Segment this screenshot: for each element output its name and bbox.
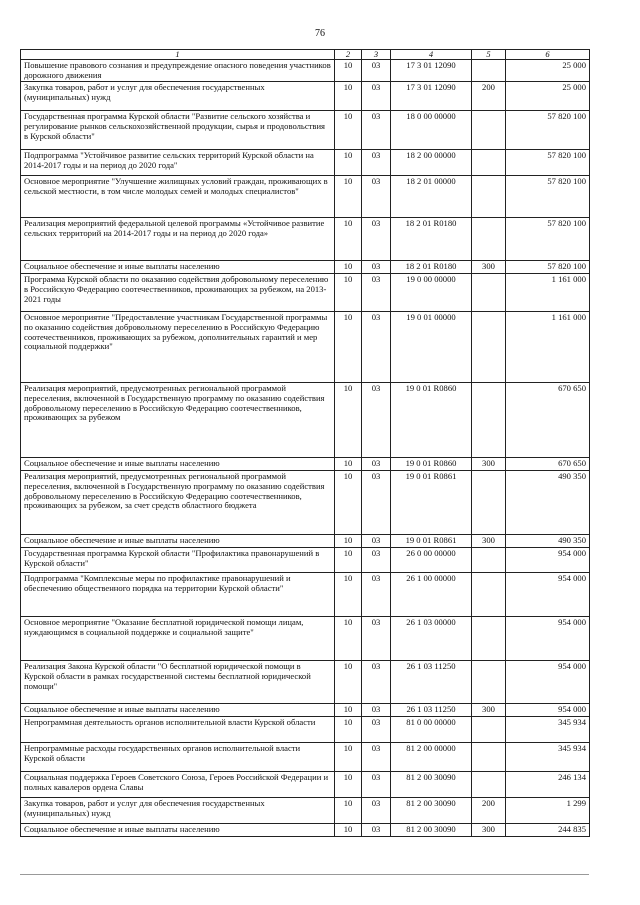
row-section: 10	[335, 798, 362, 824]
table-row	[21, 617, 590, 661]
row-amount: 57 820 100	[506, 218, 590, 261]
table-row	[21, 573, 590, 617]
row-target-article: 81 2 00 00000	[391, 743, 472, 772]
table-row	[21, 82, 590, 111]
row-name: Социальное обеспечение и иные выплаты населению	[21, 458, 335, 471]
table-header-row	[21, 50, 590, 60]
row-expense-type: 300	[472, 704, 506, 717]
row-name: Социальное обеспечение и иные выплаты населению	[21, 535, 335, 548]
row-amount: 57 820 100	[506, 150, 590, 176]
row-expense-type	[472, 573, 506, 617]
row-section: 10	[335, 535, 362, 548]
row-subsection: 03	[362, 717, 391, 743]
row-subsection: 03	[362, 60, 391, 82]
row-target-article: 18 2 00 00000	[391, 150, 472, 176]
row-subsection: 03	[362, 743, 391, 772]
table-row	[21, 261, 590, 274]
row-subsection: 03	[362, 573, 391, 617]
row-subsection: 03	[362, 458, 391, 471]
row-expense-type	[472, 743, 506, 772]
row-amount: 670 650	[506, 383, 590, 458]
row-section: 10	[335, 60, 362, 82]
row-subsection: 03	[362, 176, 391, 218]
row-target-article: 17 3 01 12090	[391, 82, 472, 111]
row-amount: 345 934	[506, 717, 590, 743]
row-expense-type	[472, 312, 506, 383]
budget-table	[20, 49, 590, 837]
row-expense-type	[472, 383, 506, 458]
row-amount: 244 835	[506, 824, 590, 837]
table-row	[21, 704, 590, 717]
table-row	[21, 717, 590, 743]
row-section: 10	[335, 150, 362, 176]
row-target-article: 19 0 01 R0860	[391, 383, 472, 458]
row-subsection: 03	[362, 535, 391, 548]
row-subsection: 03	[362, 383, 391, 458]
row-amount: 57 820 100	[506, 261, 590, 274]
header-col-5: 5	[472, 50, 506, 60]
row-section: 10	[335, 82, 362, 111]
row-name: Основное мероприятие "Улучшение жилищных условий граждан, проживающих в сельской местности, в том числе молодых семей и молодых специалистов"	[21, 176, 335, 218]
table-row	[21, 458, 590, 471]
row-section: 10	[335, 704, 362, 717]
row-amount: 246 134	[506, 772, 590, 798]
row-target-article: 18 2 01 R0180	[391, 218, 472, 261]
table-row	[21, 60, 590, 82]
row-expense-type	[472, 218, 506, 261]
table-row	[21, 274, 590, 312]
row-section: 10	[335, 743, 362, 772]
row-section: 10	[335, 176, 362, 218]
row-target-article: 26 1 00 00000	[391, 573, 472, 617]
row-amount: 954 000	[506, 617, 590, 661]
row-name: Подпрограмма "Комплексные меры по профилактике правонарушений и обеспечению общественного порядка на территории Курской области"	[21, 573, 335, 617]
row-subsection: 03	[362, 617, 391, 661]
row-subsection: 03	[362, 772, 391, 798]
row-section: 10	[335, 661, 362, 704]
row-subsection: 03	[362, 548, 391, 573]
row-name: Непрограммные расходы государственных органов исполнительной власти Курской области	[21, 743, 335, 772]
table-row	[21, 312, 590, 383]
row-expense-type	[472, 176, 506, 218]
row-subsection: 03	[362, 150, 391, 176]
row-expense-type	[472, 617, 506, 661]
row-amount: 954 000	[506, 704, 590, 717]
row-expense-type: 300	[472, 458, 506, 471]
row-name: Подпрограмма "Устойчивое развитие сельских территорий Курской области на 2014-2017 годы и на период до 2020 года"	[21, 150, 335, 176]
row-name: Реализация Закона Курской области "О бесплатной юридической помощи в Курской области в рамках государственной системы бесплатной юридической помощи"	[21, 661, 335, 704]
row-target-article: 81 2 00 30090	[391, 824, 472, 837]
row-section: 10	[335, 772, 362, 798]
row-name: Непрограммная деятельность органов исполнительной власти Курской области	[21, 717, 335, 743]
row-subsection: 03	[362, 661, 391, 704]
row-name: Основное мероприятие "Предоставление участникам Государственной программы по оказанию содействия добровольному переселению в Российскую Федерацию соотечественников, проживающих за рубежом, дополнительных гарантий и мер социальной поддержки"	[21, 312, 335, 383]
table-row	[21, 824, 590, 837]
row-name: Повышение правового сознания и предупреждение опасного поведения участников дорожного движения	[21, 60, 335, 82]
row-name: Государственная программа Курской области "Развитие сельского хозяйства и регулирование рынков сельскохозяйственной продукции, сырья и продовольствия в Курской области"	[21, 111, 335, 150]
row-expense-type	[472, 717, 506, 743]
row-target-article: 26 1 03 00000	[391, 617, 472, 661]
row-amount: 57 820 100	[506, 111, 590, 150]
page-number: 76	[315, 28, 325, 39]
row-expense-type	[472, 150, 506, 176]
row-amount: 25 000	[506, 82, 590, 111]
table-row	[21, 471, 590, 535]
row-expense-type: 300	[472, 535, 506, 548]
row-section: 10	[335, 458, 362, 471]
row-target-article: 18 2 01 R0180	[391, 261, 472, 274]
row-name: Реализация мероприятий, предусмотренных региональной программой переселения, включенной в Государственную программу по оказанию содействия добровольному переселению в Российскую Федерацию соотечественников, проживающих за рубежом	[21, 383, 335, 458]
row-expense-type	[472, 548, 506, 573]
row-subsection: 03	[362, 824, 391, 837]
row-name: Закупка товаров, работ и услуг для обеспечения государственных (муниципальных) нужд	[21, 798, 335, 824]
table-row	[21, 798, 590, 824]
row-amount: 490 350	[506, 535, 590, 548]
row-amount: 1 161 000	[506, 274, 590, 312]
row-target-article: 19 0 01 R0860	[391, 458, 472, 471]
row-target-article: 81 2 00 30090	[391, 798, 472, 824]
row-target-article: 26 1 03 11250	[391, 661, 472, 704]
table-row	[21, 661, 590, 704]
header-col-3: 3	[362, 50, 391, 60]
row-expense-type	[472, 60, 506, 82]
row-expense-type: 300	[472, 824, 506, 837]
row-subsection: 03	[362, 218, 391, 261]
row-target-article: 19 0 01 R0861	[391, 471, 472, 535]
header-col-2: 2	[335, 50, 362, 60]
row-amount: 25 000	[506, 60, 590, 82]
table-row	[21, 383, 590, 458]
row-subsection: 03	[362, 82, 391, 111]
table-row	[21, 548, 590, 573]
row-section: 10	[335, 824, 362, 837]
header-col-6: 6	[506, 50, 590, 60]
row-target-article: 81 2 00 30090	[391, 772, 472, 798]
row-name: Социальное обеспечение и иные выплаты населению	[21, 261, 335, 274]
row-section: 10	[335, 548, 362, 573]
row-target-article: 26 0 00 00000	[391, 548, 472, 573]
row-section: 10	[335, 471, 362, 535]
row-target-article: 19 0 01 00000	[391, 312, 472, 383]
row-subsection: 03	[362, 261, 391, 274]
row-section: 10	[335, 312, 362, 383]
row-name: Реализация мероприятий, предусмотренных региональной программой переселения, включенной в Государственную программу по оказанию содействия добровольному переселению в Российскую Федерацию соотечественников, проживающих за рубежом, за счет средств областного бюджета	[21, 471, 335, 535]
header-col-1: 1	[21, 50, 335, 60]
row-subsection: 03	[362, 798, 391, 824]
row-target-article: 18 2 01 00000	[391, 176, 472, 218]
row-amount: 954 000	[506, 661, 590, 704]
row-subsection: 03	[362, 312, 391, 383]
row-target-article: 19 0 00 00000	[391, 274, 472, 312]
row-subsection: 03	[362, 704, 391, 717]
row-name: Социальная поддержка Героев Советского Союза, Героев Российской Федерации и полных кавалеров ордена Славы	[21, 772, 335, 798]
row-expense-type	[472, 772, 506, 798]
row-amount: 345 934	[506, 743, 590, 772]
row-section: 10	[335, 573, 362, 617]
row-target-article: 18 0 00 00000	[391, 111, 472, 150]
row-section: 10	[335, 261, 362, 274]
row-section: 10	[335, 383, 362, 458]
table-row	[21, 218, 590, 261]
row-name: Программа Курской области по оказанию содействия добровольному переселению в Российскую Федерацию соотечественников, проживающих за рубежом, на 2013-2021 годы	[21, 274, 335, 312]
row-section: 10	[335, 111, 362, 150]
row-expense-type	[472, 111, 506, 150]
row-name: Реализация мероприятий федеральной целевой программы «Устойчивое развитие сельских территорий на 2014-2017 годы и на период до 2020 года»	[21, 218, 335, 261]
row-amount: 1 161 000	[506, 312, 590, 383]
row-amount: 670 650	[506, 458, 590, 471]
row-amount: 954 000	[506, 548, 590, 573]
row-name: Государственная программа Курской области "Профилактика правонарушений в Курской области"	[21, 548, 335, 573]
row-target-article: 17 3 01 12090	[391, 60, 472, 82]
row-name: Закупка товаров, работ и услуг для обеспечения государственных (муниципальных) нужд	[21, 82, 335, 111]
row-expense-type	[472, 274, 506, 312]
row-expense-type	[472, 661, 506, 704]
row-section: 10	[335, 617, 362, 661]
row-amount: 1 299	[506, 798, 590, 824]
row-name: Основное мероприятие "Оказание бесплатной юридической помощи лицам, нуждающимся в социальной поддержке и социальной защите"	[21, 617, 335, 661]
row-name: Социальное обеспечение и иные выплаты населению	[21, 704, 335, 717]
row-name: Социальное обеспечение и иные выплаты населению	[21, 824, 335, 837]
row-section: 10	[335, 218, 362, 261]
row-subsection: 03	[362, 111, 391, 150]
page-bottom-rule	[20, 874, 589, 875]
row-amount: 57 820 100	[506, 176, 590, 218]
row-subsection: 03	[362, 471, 391, 535]
table-row	[21, 176, 590, 218]
row-expense-type: 200	[472, 798, 506, 824]
table-row	[21, 743, 590, 772]
row-subsection: 03	[362, 274, 391, 312]
table-row	[21, 150, 590, 176]
row-section: 10	[335, 274, 362, 312]
row-expense-type	[472, 471, 506, 535]
row-amount: 954 000	[506, 573, 590, 617]
row-expense-type: 200	[472, 82, 506, 111]
header-col-4: 4	[391, 50, 472, 60]
table-row	[21, 772, 590, 798]
row-target-article: 26 1 03 11250	[391, 704, 472, 717]
row-amount: 490 350	[506, 471, 590, 535]
row-target-article: 81 0 00 00000	[391, 717, 472, 743]
table-row	[21, 111, 590, 150]
table-row	[21, 535, 590, 548]
row-target-article: 19 0 01 R0861	[391, 535, 472, 548]
row-expense-type: 300	[472, 261, 506, 274]
row-section: 10	[335, 717, 362, 743]
